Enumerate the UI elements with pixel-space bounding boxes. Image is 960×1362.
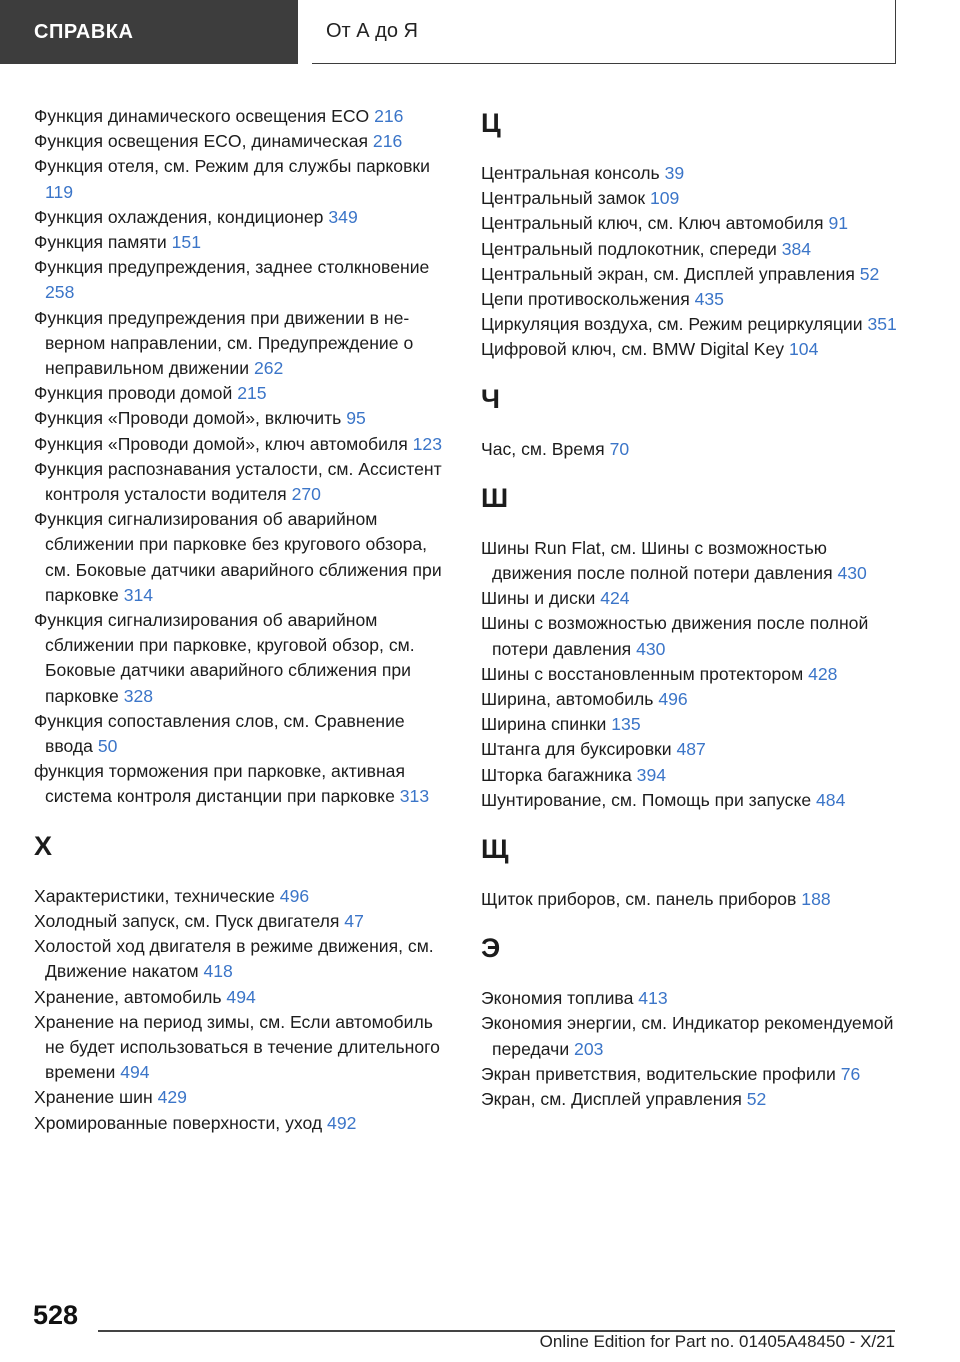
chapter-header bbox=[312, 0, 896, 64]
entry-text: Шунтирование, см. Помощь при запуске bbox=[481, 789, 817, 810]
index-column-left bbox=[34, 104, 454, 1136]
index-group bbox=[481, 986, 901, 1112]
entry-text: Центральная консоль bbox=[481, 163, 665, 183]
page-link[interactable]: 487 bbox=[676, 739, 706, 760]
entry-text: Характеристики, технические bbox=[34, 885, 280, 906]
page-link[interactable]: 428 bbox=[808, 663, 838, 684]
index-entry bbox=[481, 262, 901, 287]
entry-text: Центральный экран, см. Дисплей управления bbox=[481, 263, 860, 284]
page-link[interactable]: 496 bbox=[279, 885, 310, 906]
entry-text: Час, см. Время bbox=[481, 438, 610, 459]
entry-text: Шины Run Flat, см. Шины с возможностью движения после полной потери давления bbox=[481, 537, 838, 584]
index-entry bbox=[34, 432, 454, 457]
letter-heading-e: Э bbox=[481, 933, 501, 964]
index-entry bbox=[481, 161, 901, 186]
entry-text: Функция «Проводи домой», ключ автомобиля bbox=[34, 433, 413, 454]
index-entry bbox=[34, 104, 454, 129]
chapter-title: От А до Я bbox=[326, 20, 418, 42]
page-link[interactable]: 123 bbox=[412, 433, 442, 454]
page-link[interactable]: 313 bbox=[399, 786, 430, 807]
entry-text: Цепи противоскольжения bbox=[481, 289, 695, 310]
page-link[interactable]: 418 bbox=[203, 961, 233, 982]
entry-text: Функция сигнализирования об аварийном сближении при парковке без кругового обзора, см. Боковые датчики аварийного сближения при парковке bbox=[34, 509, 442, 605]
index-entry bbox=[34, 381, 454, 406]
heading-spacer bbox=[481, 963, 901, 986]
entry-text: Функция сопоставления слов, см. Сравнение ввода bbox=[34, 710, 405, 757]
index-entry bbox=[34, 1111, 454, 1136]
entry-text: Экран, см. Дисплей управления bbox=[481, 1089, 747, 1110]
entry-text: Циркуляция воздуха, см. Режим рециркуляции bbox=[481, 314, 868, 335]
entry-text: Функция динамического освещения ECO bbox=[34, 106, 375, 126]
page-link[interactable]: 215 bbox=[237, 383, 267, 404]
entry-text: Шины с восстановленным протектором bbox=[481, 663, 809, 684]
index-entry bbox=[481, 611, 901, 661]
index-entry bbox=[34, 985, 454, 1010]
index-entry bbox=[34, 709, 454, 759]
index-entry bbox=[481, 1087, 901, 1112]
index-entry bbox=[481, 287, 901, 312]
heading-spacer bbox=[481, 414, 901, 437]
index-entry bbox=[481, 763, 901, 788]
page-link[interactable]: 104 bbox=[789, 339, 819, 360]
index-group bbox=[481, 161, 901, 363]
entry-text: Цифровой ключ, см. BMW Digital Key bbox=[481, 339, 789, 360]
entry-text: Функция распознавания усталости, см. Ассистент контроля усталости водителя bbox=[34, 458, 442, 505]
index-entry bbox=[481, 1062, 901, 1087]
index-entry bbox=[481, 312, 901, 337]
entry-text: Функция охлаждения, кондиционер bbox=[34, 206, 329, 227]
entry-text: Функция освещения ECO, динамическая bbox=[34, 131, 373, 152]
entry-text: Шины с возможностью движения после полной потери давления bbox=[481, 613, 869, 659]
index-entry bbox=[481, 237, 901, 262]
letter-heading-ch: Ч bbox=[481, 383, 500, 414]
entry-text: Функция предупреждения, заднее столкновение bbox=[34, 257, 430, 278]
index-entry bbox=[34, 1085, 454, 1110]
page-link[interactable]: 314 bbox=[123, 584, 154, 605]
heading-spacer bbox=[34, 861, 454, 884]
page-link[interactable]: 435 bbox=[694, 289, 724, 310]
entry-text: Хромированные поверхности, уход bbox=[34, 1112, 328, 1133]
heading-spacer bbox=[481, 138, 901, 161]
index-entry bbox=[481, 662, 901, 687]
index-entry bbox=[481, 186, 901, 211]
index-entry bbox=[481, 986, 901, 1011]
index-group bbox=[481, 536, 901, 813]
page-link[interactable]: 262 bbox=[253, 358, 284, 379]
entry-text: Холодный запуск, см. Пуск двигателя bbox=[34, 910, 345, 931]
index-entry bbox=[34, 909, 454, 934]
entry-text: Центральный подлокотник, спереди bbox=[481, 238, 782, 259]
index-entry bbox=[481, 737, 901, 762]
index-entry bbox=[34, 457, 454, 507]
index-entry bbox=[481, 788, 901, 813]
index-entry bbox=[481, 211, 901, 236]
entry-text: Шторка багажника bbox=[481, 764, 637, 785]
page-link[interactable]: 216 bbox=[374, 106, 404, 126]
page-link[interactable]: 384 bbox=[781, 238, 812, 259]
index-entry bbox=[34, 129, 454, 154]
entry-text: Ширина спинки bbox=[481, 714, 612, 735]
page-link[interactable]: 203 bbox=[574, 1038, 604, 1059]
index-entry bbox=[481, 586, 901, 611]
page-link[interactable]: 47 bbox=[344, 910, 364, 931]
index-entry bbox=[481, 337, 901, 362]
index-group bbox=[481, 887, 901, 912]
page-link[interactable]: 91 bbox=[828, 213, 849, 234]
index-entry bbox=[34, 306, 454, 382]
page-link[interactable]: 258 bbox=[45, 282, 75, 303]
entry-text: Экономия энергии, см. Индикатор рекомендуемой передачи bbox=[481, 1013, 894, 1059]
index-entry bbox=[34, 1010, 454, 1086]
page-link[interactable]: 76 bbox=[840, 1063, 861, 1084]
entry-text: Экран приветствия, водительские профили bbox=[481, 1063, 841, 1084]
entry-text: Функция памяти bbox=[34, 232, 172, 253]
page-link[interactable]: 494 bbox=[120, 1062, 150, 1083]
page-link[interactable]: 328 bbox=[123, 685, 154, 706]
entry-text: Холостой ход двигателя в режиме движения, см. Движение накатом bbox=[34, 936, 434, 982]
letter-heading-kh: Х bbox=[34, 830, 53, 861]
entry-text: Функция отеля, см. Режим для службы парковки bbox=[34, 156, 430, 177]
entry-text: функция торможения при парковке, активная система контроля дистанции при парковке bbox=[34, 761, 405, 807]
entry-text: Функция проводи домой bbox=[34, 383, 238, 404]
letter-heading-shch: Щ bbox=[481, 834, 509, 865]
entry-text: Центральный замок bbox=[481, 188, 650, 209]
page-link[interactable]: 492 bbox=[327, 1112, 357, 1133]
entry-text: Хранение на период зимы, см. Если автомобиль не будет использоваться в течение длительного времени bbox=[34, 1011, 440, 1083]
section-title: СПРАВКА bbox=[34, 20, 134, 43]
index-entry bbox=[34, 507, 454, 608]
page-link[interactable]: 39 bbox=[664, 163, 685, 183]
heading-spacer bbox=[481, 513, 901, 536]
page-link[interactable]: 52 bbox=[859, 263, 880, 284]
index-group bbox=[481, 437, 901, 462]
entry-text: Хранение, автомобиль bbox=[34, 986, 227, 1007]
page-number: 528 bbox=[33, 1300, 79, 1330]
letter-heading-sh: Ш bbox=[481, 482, 509, 513]
page-link[interactable]: 216 bbox=[372, 131, 403, 152]
index-entry bbox=[34, 154, 454, 204]
page-link[interactable]: 119 bbox=[45, 181, 74, 202]
index-entry bbox=[34, 406, 454, 431]
index-entry bbox=[481, 1011, 901, 1061]
page-link[interactable]: 351 bbox=[867, 314, 897, 335]
entry-text: Центральный ключ, см. Ключ автомобиля bbox=[481, 213, 829, 234]
entry-text: Шины и диски bbox=[481, 588, 601, 609]
entry-text: Щиток приборов, см. панель приборов bbox=[481, 889, 802, 910]
entry-text: Функция «Проводи домой», включить bbox=[34, 408, 347, 429]
page-link[interactable]: 95 bbox=[346, 408, 366, 429]
letter-heading-ts: Ц bbox=[481, 108, 501, 138]
section-tab[interactable] bbox=[0, 0, 298, 64]
entry-text: Хранение шин bbox=[34, 1087, 158, 1108]
entry-text: Штанга для буксировки bbox=[481, 739, 677, 760]
page-link[interactable]: 50 bbox=[97, 736, 118, 757]
index-entry bbox=[34, 934, 454, 984]
index-column-right bbox=[481, 104, 901, 1112]
index-entry bbox=[481, 712, 901, 737]
entry-text: Функция предупреждения при движении в неверном направлении, см. Предупреждение о неправильном движении bbox=[34, 307, 414, 379]
index-group bbox=[34, 884, 454, 1136]
page-link[interactable]: 484 bbox=[816, 789, 846, 810]
page-link[interactable]: 270 bbox=[291, 484, 321, 505]
index-entry bbox=[34, 759, 454, 809]
index-entry bbox=[34, 608, 454, 709]
page-link[interactable]: 188 bbox=[801, 889, 831, 910]
page-link[interactable]: 151 bbox=[171, 232, 201, 253]
entry-text: Ширина, автомобиль bbox=[481, 689, 659, 710]
index-entry bbox=[481, 437, 901, 462]
entry-text: Функция сигнализирования об аварийном сближении при парковке, круговой обзор, см. Боковые датчики аварийного сближения при парковке bbox=[34, 610, 415, 706]
page-link[interactable]: 494 bbox=[226, 986, 256, 1007]
index-entry bbox=[34, 205, 454, 230]
page-link[interactable]: 424 bbox=[600, 588, 630, 609]
index-entry bbox=[34, 230, 454, 255]
entry-text: Экономия топлива bbox=[481, 988, 639, 1009]
page-link[interactable]: 70 bbox=[609, 438, 630, 459]
page-link[interactable]: 109 bbox=[649, 188, 680, 209]
page-link[interactable]: 413 bbox=[638, 988, 668, 1009]
heading-spacer bbox=[481, 864, 901, 887]
page-link[interactable]: 135 bbox=[611, 714, 641, 735]
index-group bbox=[34, 104, 454, 810]
page-link[interactable]: 394 bbox=[636, 764, 667, 785]
index-entry bbox=[481, 687, 901, 712]
page-link[interactable]: 496 bbox=[658, 689, 688, 710]
page-link[interactable]: 349 bbox=[328, 206, 358, 227]
page-link[interactable]: 430 bbox=[837, 563, 867, 584]
page-link[interactable]: 429 bbox=[157, 1087, 187, 1108]
index-entry bbox=[34, 884, 454, 909]
page-link[interactable]: 430 bbox=[636, 638, 666, 659]
index-entry bbox=[481, 536, 901, 586]
page-link[interactable]: 52 bbox=[746, 1089, 767, 1110]
index-entry bbox=[34, 255, 454, 305]
index-entry bbox=[481, 887, 901, 912]
footer-edition-text: Online Edition for Part no. 01405A48450 - X/21 bbox=[539, 1332, 895, 1351]
